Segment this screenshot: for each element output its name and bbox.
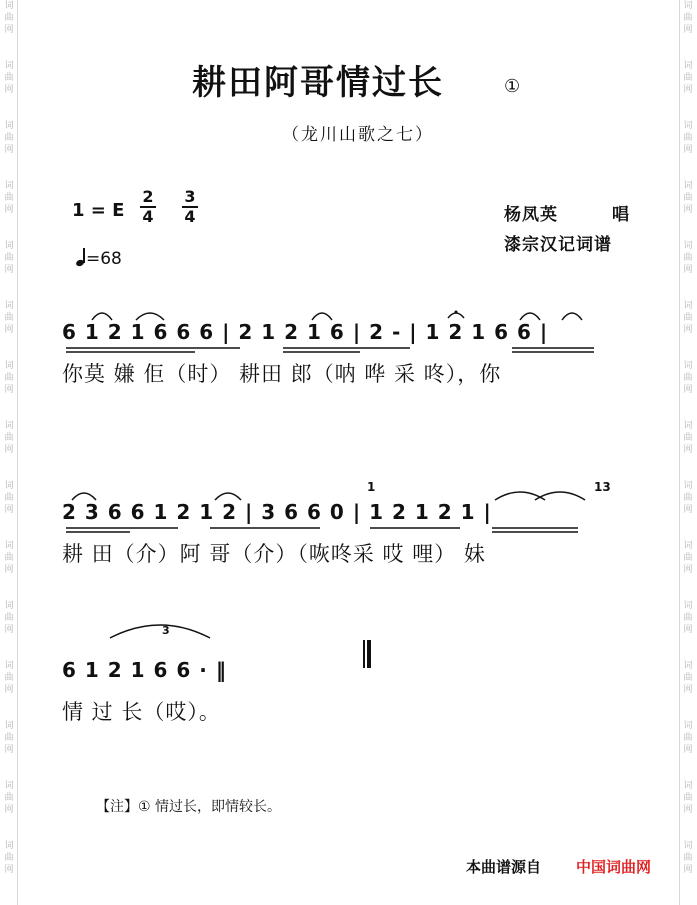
watermark-glyph: 曲	[4, 673, 14, 683]
watermark-glyph: 曲	[4, 373, 14, 383]
watermark-glyph: 词	[4, 721, 14, 731]
watermark-glyph: 词	[4, 61, 14, 71]
transcriber-credit: 漆宗汉记词谱	[504, 235, 612, 255]
watermark-glyph: 网	[4, 265, 14, 275]
key-signature: 1 = E	[72, 200, 125, 221]
watermark-glyph: 网	[683, 745, 693, 755]
watermark-glyph: 曲	[683, 313, 693, 323]
watermark-glyph: 词	[683, 841, 693, 851]
watermark-glyph: 曲	[4, 313, 14, 323]
watermark-glyph: 曲	[4, 553, 14, 563]
watermark-glyph: 词	[4, 181, 14, 191]
watermark-glyph: 词	[4, 421, 14, 431]
watermark-glyph: 词	[683, 121, 693, 131]
watermark-glyph: 网	[4, 325, 14, 335]
watermark-glyph: 曲	[4, 613, 14, 623]
tempo-value: =68	[86, 249, 122, 269]
source-label: 本曲谱源自	[466, 858, 542, 876]
notation-line-2: 2 3 6 6 1 2 1 2 | 3 6 6 0 | 1 2 1 2 1 |	[62, 500, 492, 524]
site-name-link[interactable]: 中国词曲网	[576, 858, 652, 876]
watermark-glyph: 词	[4, 241, 14, 251]
watermark-glyph: 网	[4, 145, 14, 155]
watermark-glyph: 网	[683, 865, 693, 875]
watermark-glyph: 网	[4, 205, 14, 215]
watermark-glyph: 网	[683, 685, 693, 695]
watermark-glyph: 词	[4, 301, 14, 311]
watermark-glyph: 词	[683, 241, 693, 251]
time-sig-denominator: 4	[182, 206, 198, 226]
watermark-glyph: 词	[683, 721, 693, 731]
watermark-glyph: 词	[683, 61, 693, 71]
notation-line-1: 6 1 2 1 6 6 6 | 2 1 2 1 6 | 2 - | 1 2 1 6 6 |	[62, 320, 549, 344]
watermark-glyph: 网	[4, 745, 14, 755]
watermark-glyph: 曲	[683, 493, 693, 503]
watermark-glyph: 曲	[683, 793, 693, 803]
watermark-glyph: 曲	[4, 853, 14, 863]
watermark-glyph: 曲	[4, 493, 14, 503]
watermark-glyph: 词	[4, 121, 14, 131]
triplet-mark: 3	[162, 624, 170, 637]
lyrics-line-1: 你莫 嫌 佢（时） 耕田 郎（呐 哗 采 咚），你	[62, 362, 502, 386]
watermark-glyph: 词	[683, 661, 693, 671]
singer-role: 唱	[612, 205, 630, 225]
watermark-glyph: 曲	[4, 13, 14, 23]
watermark-glyph: 网	[4, 685, 14, 695]
watermark-glyph: 网	[683, 325, 693, 335]
watermark-glyph: 词	[4, 1, 14, 11]
watermark-glyph: 词	[683, 481, 693, 491]
watermark-glyph: 词	[683, 1, 693, 11]
grace-note: 1	[367, 480, 376, 494]
watermark-glyph: 网	[4, 505, 14, 515]
watermark-glyph: 网	[4, 565, 14, 575]
watermark-glyph: 曲	[683, 553, 693, 563]
watermark-glyph: 曲	[683, 613, 693, 623]
watermark-glyph: 曲	[4, 793, 14, 803]
watermark-glyph: 曲	[683, 133, 693, 143]
watermark-glyph: 网	[4, 445, 14, 455]
watermark-glyph: 曲	[683, 433, 693, 443]
time-sig-numerator: 2	[142, 187, 154, 206]
watermark-glyph: 曲	[683, 13, 693, 23]
watermark-glyph: 词	[4, 541, 14, 551]
watermark-glyph: 曲	[683, 193, 693, 203]
watermark-glyph: 词	[4, 481, 14, 491]
watermark-glyph: 词	[4, 841, 14, 851]
watermark-glyph: 网	[4, 85, 14, 95]
watermark-glyph: 词	[683, 361, 693, 371]
watermark-glyph: 曲	[683, 253, 693, 263]
watermark-glyph: 网	[683, 265, 693, 275]
lyrics-line-2: 耕 田（介）阿 哥（介）（咴咚采 哎 哩） 妹	[62, 542, 486, 566]
watermark-glyph: 词	[4, 601, 14, 611]
watermark-glyph: 词	[683, 541, 693, 551]
watermark-glyph: 网	[4, 625, 14, 635]
lyrics-line-3: 情 过 长（哎）。	[62, 700, 221, 724]
watermark-glyph: 词	[683, 601, 693, 611]
watermark-glyph: 网	[4, 865, 14, 875]
song-title: 耕田阿哥情过长	[192, 63, 444, 103]
watermark-glyph: 词	[4, 661, 14, 671]
watermark-glyph: 词	[4, 781, 14, 791]
notation-line-3: 6 1 2 1 6 6 · ‖	[62, 658, 227, 682]
watermark-glyph: 网	[683, 565, 693, 575]
watermark-glyph: 词	[683, 421, 693, 431]
grace-note-pair: 13	[594, 480, 611, 494]
watermark-glyph: 网	[683, 25, 693, 35]
watermark-glyph: 网	[4, 385, 14, 395]
watermark-glyph: 词	[683, 181, 693, 191]
watermark-glyph: 曲	[683, 373, 693, 383]
watermark-glyph: 网	[683, 205, 693, 215]
watermark-glyph: 曲	[4, 133, 14, 143]
watermark-glyph: 词	[4, 361, 14, 371]
watermark-glyph: 网	[683, 85, 693, 95]
watermark-glyph: 网	[683, 625, 693, 635]
watermark-glyph: 曲	[4, 73, 14, 83]
footnote: 【注】① 情过长，即情较长。	[96, 799, 282, 815]
watermark-glyph: 曲	[683, 733, 693, 743]
watermark-glyph: 曲	[683, 673, 693, 683]
watermark-glyph: 曲	[4, 253, 14, 263]
watermark-glyph: 词	[683, 301, 693, 311]
watermark-glyph: 词	[683, 781, 693, 791]
watermark-glyph: 曲	[683, 73, 693, 83]
watermark-glyph: 网	[683, 445, 693, 455]
watermark-glyph: 网	[4, 25, 14, 35]
watermark-glyph: 曲	[4, 733, 14, 743]
song-subtitle: （龙川山歌之七）	[282, 125, 434, 145]
singer-name: 杨凤英	[504, 205, 558, 225]
title-footnote-mark: ①	[504, 76, 521, 97]
watermark-glyph: 网	[683, 145, 693, 155]
time-sig-numerator: 3	[184, 187, 196, 206]
watermark-glyph: 曲	[4, 433, 14, 443]
watermark-glyph: 网	[683, 805, 693, 815]
watermark-glyph: 网	[683, 505, 693, 515]
watermark-glyph: 网	[683, 385, 693, 395]
time-sig-denominator: 4	[140, 206, 156, 226]
watermark-glyph: 网	[4, 805, 14, 815]
watermark-glyph: 曲	[4, 193, 14, 203]
watermark-glyph: 曲	[683, 853, 693, 863]
